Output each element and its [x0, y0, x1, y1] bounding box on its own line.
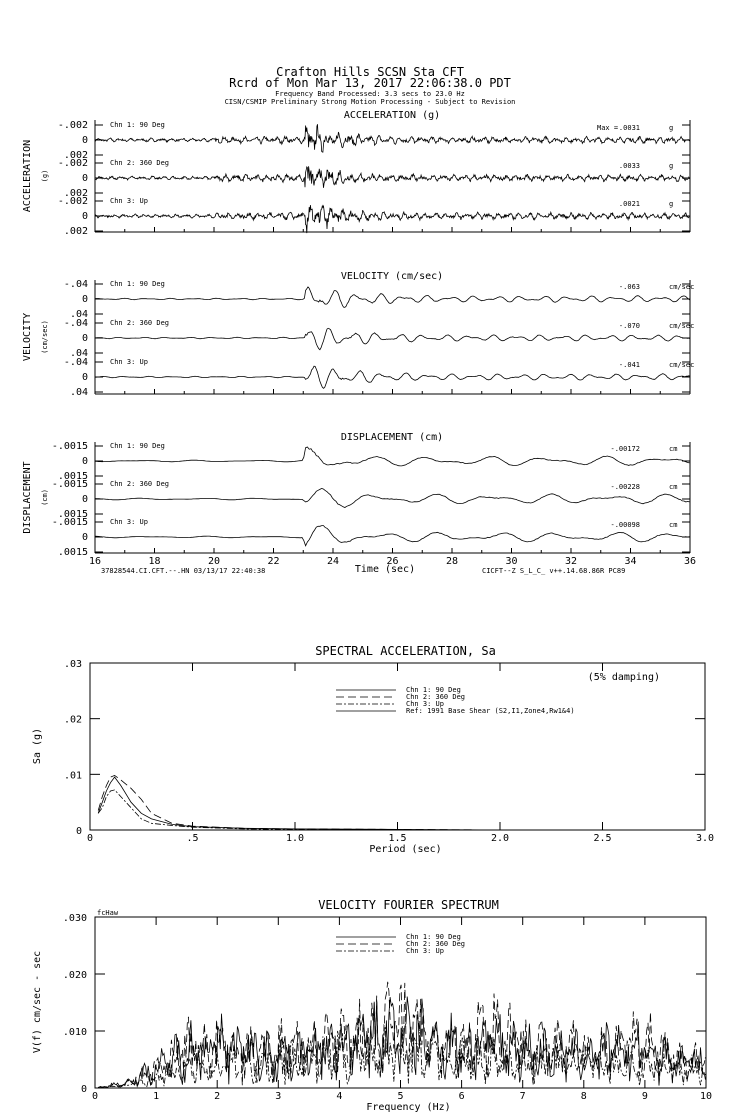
y-tick-label: .04	[69, 387, 88, 398]
y-tick-label: -.002	[57, 196, 88, 207]
max-value: -.00228	[610, 483, 640, 491]
y-axis-label: Sa (g)	[32, 727, 43, 765]
legend-label: Ref: 1991 Base Shear (S2,I1,Zone4,Rw1&4)	[406, 707, 575, 715]
x-tick-label: 3	[275, 1091, 282, 1102]
channel-label: Chn 3: Up	[110, 197, 148, 205]
x-tick-label: .5	[186, 833, 199, 844]
y-tick-label: -.0015	[51, 517, 88, 528]
y-tick-label: -.04	[63, 318, 88, 329]
y-tick-label: .002	[63, 188, 88, 199]
x-tick-label: 24	[326, 556, 340, 567]
y-tick-label: .0015	[57, 471, 88, 482]
x-tick-label: 9	[641, 1091, 648, 1102]
x-tick-label: 20	[207, 556, 221, 567]
damping-note: (5% damping)	[587, 672, 660, 683]
y-tick-label: .03	[63, 659, 82, 670]
panel-title: DISPLACEMENT (cm)	[340, 432, 444, 443]
y-tick-label: .002	[63, 150, 88, 161]
x-tick-label: 28	[445, 556, 459, 567]
y-tick-label: .04	[69, 309, 88, 320]
y-tick-label: 0	[81, 494, 88, 505]
x-tick-label: 0	[86, 833, 94, 844]
max-value: -.00172	[610, 445, 640, 453]
x-tick-label: 16	[88, 556, 102, 567]
max-value: -.070	[618, 322, 640, 330]
x-tick-label: 8	[580, 1091, 587, 1102]
y-axis-unit: (cm/sec)	[41, 320, 49, 354]
y-tick-label: .0015	[57, 509, 88, 520]
max-value: -.041	[618, 361, 640, 369]
y-tick-label: -.0015	[51, 441, 88, 452]
time-history-panels	[22, 110, 696, 575]
x-tick-label: 7	[519, 1091, 526, 1102]
max-unit: cm	[669, 521, 678, 529]
panel-title: ACCELERATION (g)	[343, 110, 441, 121]
waveform-disp-chn3	[95, 526, 689, 546]
y-tick-label: 0	[75, 826, 82, 837]
channel-label: Chn 2: 360 Deg	[110, 480, 170, 488]
y-tick-label: -.04	[63, 357, 88, 368]
header	[225, 65, 516, 106]
chart-title: VELOCITY FOURIER SPECTRUM	[318, 898, 499, 912]
waveform-acc-chn2	[95, 166, 689, 188]
y-tick-label: 0	[81, 372, 88, 383]
series-line-chn3	[98, 790, 705, 830]
x-tick-label: 6	[458, 1091, 465, 1102]
waveform-vel-chn2	[95, 328, 690, 349]
series-line-chn1	[98, 777, 705, 830]
x-tick-label: 26	[386, 556, 399, 567]
header-station: Crafton Hills SCSN Sta CFT	[276, 65, 464, 79]
y-tick-label: .002	[63, 226, 88, 237]
channel-label: Chn 2: 360 Deg	[110, 319, 170, 327]
x-tick-label: 30	[505, 556, 518, 567]
x-tick-label: 2.5	[593, 833, 612, 844]
y-tick-label: 0	[80, 1084, 87, 1095]
x-tick-label: 0	[91, 1091, 99, 1102]
footer-left: 37828544.CI.CFT.--.HN 03/13/17 22:40:38	[101, 567, 266, 575]
max-unit: g	[669, 124, 674, 132]
header-record: Rcrd of Mon Mar 13, 2017 22:06:38.0 PDT	[229, 76, 511, 90]
max-unit: cm	[669, 445, 678, 453]
y-tick-label: .0015	[57, 547, 88, 558]
y-tick-label: .010	[62, 1027, 87, 1038]
series-line-chn2	[98, 775, 705, 830]
max-unit: cm/sec	[669, 283, 695, 291]
panel-vel	[22, 271, 694, 398]
max-unit: cm/sec	[669, 322, 695, 330]
x-tick-label: 2.0	[490, 833, 510, 844]
max-label: Max =	[597, 124, 619, 132]
y-axis-label: ACCELERATION	[22, 139, 33, 213]
legend-label: Chn 2: 360 Deg	[406, 940, 466, 948]
x-axis-label: Time (sec)	[354, 564, 416, 575]
x-tick-label: 36	[683, 556, 697, 567]
channel-label: Chn 3: Up	[110, 518, 148, 526]
y-tick-label: .020	[62, 970, 87, 981]
y-axis-label: VELOCITY	[22, 312, 33, 362]
waveform-vel-chn3	[95, 366, 690, 388]
channel-label: Chn 1: 90 Deg	[110, 121, 165, 129]
fourier-spectrum-chart	[32, 898, 712, 1113]
waveform-disp-chn2	[95, 488, 689, 507]
y-tick-label: 0	[81, 333, 88, 344]
y-tick-label: -.002	[57, 120, 88, 131]
panel-title: VELOCITY (cm/sec)	[340, 271, 444, 282]
x-tick-label: 10	[699, 1091, 713, 1102]
y-tick-label: 0	[81, 532, 88, 543]
y-tick-label: .030	[62, 913, 87, 924]
legend-label: Chn 3: Up	[406, 947, 444, 955]
x-tick-label: 5	[397, 1091, 404, 1102]
max-value: -.063	[618, 283, 640, 291]
y-axis-unit: (g)	[41, 169, 49, 183]
y-tick-label: .01	[63, 770, 82, 782]
header-processing: CISN/CSMIP Preliminary Strong Motion Processing - Subject to Revision	[224, 98, 516, 106]
legend-label: Chn 3: Up	[406, 700, 444, 708]
x-tick-label: 1	[153, 1091, 160, 1102]
x-tick-label: 34	[624, 556, 637, 567]
y-tick-label: -.04	[63, 279, 88, 290]
y-tick-label: 0	[81, 456, 88, 467]
legend-label: Chn 1: 90 Deg	[406, 686, 461, 694]
x-tick-label: 1.5	[388, 833, 407, 844]
x-tick-label: 1.0	[285, 833, 305, 844]
x-tick-label: 3.0	[695, 833, 715, 844]
y-tick-label: 0	[81, 173, 88, 184]
panel-acc	[22, 110, 690, 237]
max-unit: g	[669, 200, 674, 208]
footer-right: CICFT--Z S_L_C_ v++.14.68.86R PC89	[482, 567, 626, 575]
max-value: .0033	[618, 162, 640, 170]
waveform-disp-chn1	[95, 447, 689, 466]
spectral-acceleration-chart	[32, 644, 714, 855]
y-tick-label: .04	[69, 348, 88, 359]
x-tick-label: 2	[214, 1091, 221, 1102]
channel-label: Chn 2: 360 Deg	[110, 159, 170, 167]
x-tick-label: 18	[148, 556, 161, 567]
waveform-vel-chn1	[95, 287, 690, 307]
y-tick-label: .02	[63, 714, 82, 726]
x-tick-label: 22	[267, 556, 280, 567]
legend-label: Chn 1: 90 Deg	[406, 933, 461, 941]
plot-frame	[90, 663, 705, 830]
x-axis-label: Frequency (Hz)	[366, 1102, 451, 1113]
header-band: Frequency Band Processed: 3.3 secs to 23.0 Hz	[275, 90, 465, 98]
chart-title: SPECTRAL ACCELERATION, Sa	[315, 644, 496, 658]
corner-tag: fcHaw	[97, 909, 119, 917]
y-axis-label: DISPLACEMENT	[22, 461, 33, 534]
y-tick-label: 0	[81, 211, 88, 222]
y-tick-label: -.0015	[51, 479, 88, 490]
x-tick-label: 32	[564, 556, 578, 567]
panel-disp	[22, 432, 696, 575]
channel-label: Chn 1: 90 Deg	[110, 442, 165, 450]
y-axis-label: V(f) cm/sec - sec	[32, 950, 43, 1054]
y-axis-unit: (cm)	[41, 489, 49, 506]
y-tick-label: 0	[81, 294, 88, 305]
y-tick-label: 0	[81, 135, 88, 146]
max-value: .0021	[618, 200, 640, 208]
max-unit: g	[669, 162, 674, 170]
x-axis-label: Period (sec)	[369, 844, 442, 855]
x-tick-label: 4	[336, 1091, 343, 1102]
channel-label: Chn 3: Up	[110, 358, 148, 366]
max-unit: cm/sec	[669, 361, 695, 369]
max-unit: cm	[669, 483, 678, 491]
max-value: -.00098	[610, 521, 640, 529]
legend-label: Chn 2: 360 Deg	[406, 693, 466, 701]
max-value: .0031	[618, 124, 640, 132]
y-tick-label: -.002	[57, 158, 88, 169]
channel-label: Chn 1: 90 Deg	[110, 280, 165, 288]
